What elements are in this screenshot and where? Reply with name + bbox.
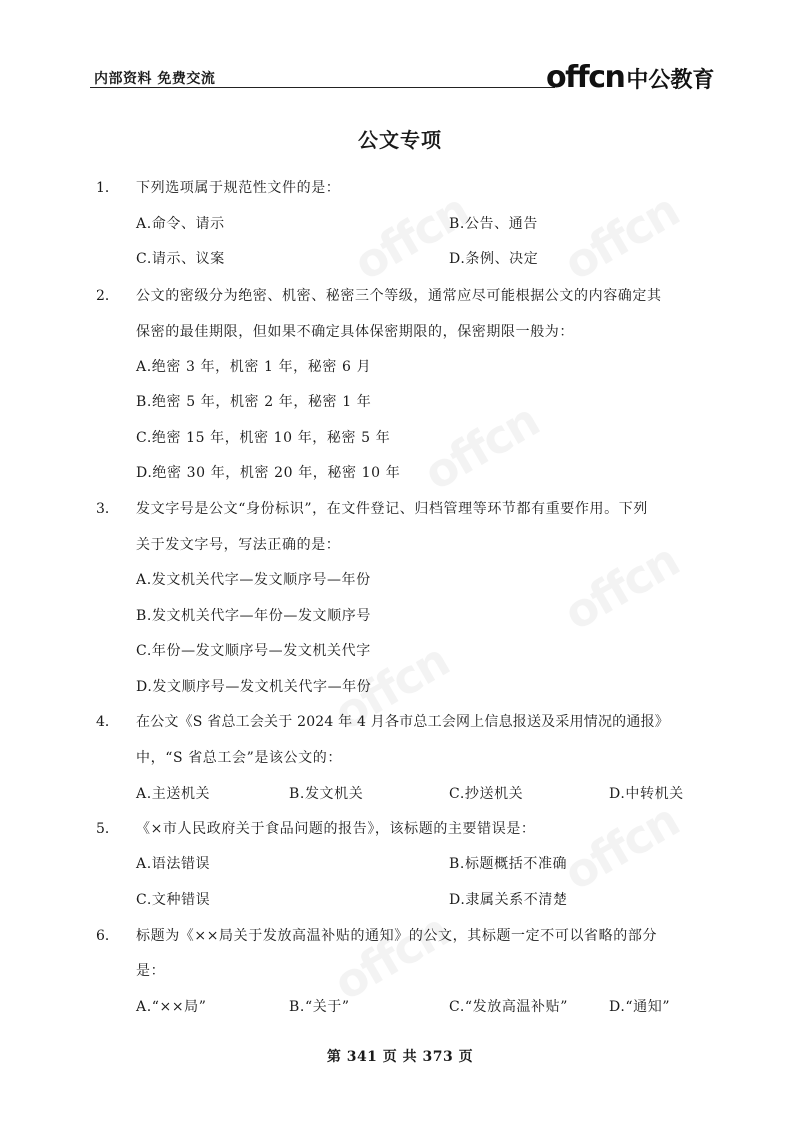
option-d: D.发文顺序号—发文机关代字—年份 — [136, 679, 372, 695]
question-text-line-2: 中，“S 省总工会”是该公文的： — [136, 750, 342, 766]
question-text-line-2: 关于发文字号，写法正确的是： — [136, 537, 341, 553]
brand-logo-chinese: 中公教育 — [626, 68, 715, 93]
question-text-line-2: 是： — [136, 963, 166, 979]
page-footer: 第 341 页 共 373 页 — [326, 1049, 474, 1065]
page-title: 公文专项 — [358, 128, 442, 152]
option-d: D.隶属关系不清楚 — [449, 892, 568, 908]
question-number: 3． — [96, 501, 119, 517]
question-number: 1． — [96, 180, 119, 196]
option-a: A.主送机关 — [136, 786, 211, 802]
option-c: C.绝密 15 年，机密 10 年，秘密 5 年 — [136, 430, 391, 446]
option-b: B.标题概括不准确 — [449, 856, 568, 872]
question-text-line-2: 保密的最佳期限，但如果不确定具体保密期限的，保密期限一般为： — [136, 324, 574, 340]
option-c: C.年份—发文顺序号—发文机关代字 — [136, 643, 371, 659]
option-b: B.绝密 5 年，机密 2 年，秘密 1 年 — [136, 394, 372, 410]
watermark — [555, 793, 687, 901]
option-a: A.语法错误 — [136, 856, 211, 872]
option-b: B.发文机关 — [289, 786, 364, 802]
brand-logo-latin: offcn — [546, 60, 625, 95]
brand-logo — [546, 60, 714, 95]
watermark — [325, 903, 457, 1011]
question-text: 下列选项属于规范性文件的是： — [136, 180, 341, 196]
option-a: A.“××局” — [136, 999, 207, 1015]
option-a: A.命令、请示 — [136, 216, 225, 232]
question-text-line-1: 发文字号是公文“身份标识”，在文件登记、归档管理等环节都有重要作用。下列 — [136, 501, 648, 517]
question-number: 6． — [96, 928, 119, 944]
option-c: C.文种错误 — [136, 892, 211, 908]
option-a: A.绝密 3 年，机密 1 年，秘密 6 月 — [136, 359, 372, 375]
question-text-line-1: 在公文《S 省总工会关于 2024 年 4 月各市总工会网上信息报送及采用情况的通报》 — [136, 714, 669, 730]
option-d: D.“通知” — [609, 999, 671, 1015]
header-rule — [90, 87, 555, 88]
option-c: C.抄送机关 — [449, 786, 524, 802]
question-number: 4． — [96, 714, 119, 730]
option-d: D.绝密 30 年，机密 20 年，秘密 10 年 — [136, 465, 401, 481]
option-d: D.条例、决定 — [449, 251, 539, 267]
question-text-line-1: 标题为《××局关于发放高温补贴的通知》的公文，其标题一定不可以省略的部分 — [136, 928, 658, 944]
watermark — [415, 393, 547, 501]
option-b: B.公告、通告 — [449, 216, 538, 232]
option-b: B.发文机关代字—年份—发文顺序号 — [136, 608, 371, 624]
watermark — [555, 533, 687, 641]
question-number: 5． — [96, 821, 119, 837]
option-c: C.请示、议案 — [136, 251, 225, 267]
watermark — [345, 183, 477, 291]
option-a: A.发文机关代字—发文顺序号—年份 — [136, 572, 371, 588]
option-d: D.中转机关 — [609, 786, 684, 802]
question-text: 《×市人民政府关于食品问题的报告》，该标题的主要错误是： — [136, 821, 536, 837]
option-b: B.“关于” — [289, 999, 350, 1015]
question-number: 2． — [96, 288, 119, 304]
question-text-line-1: 公文的密级分为绝密、机密、秘密三个等级，通常应尽可能根据公文的内容确定其 — [136, 288, 662, 304]
header-label: 内部资料 免费交流 — [94, 71, 216, 87]
option-c: C.“发放高温补贴” — [449, 999, 568, 1015]
watermark — [555, 183, 687, 291]
